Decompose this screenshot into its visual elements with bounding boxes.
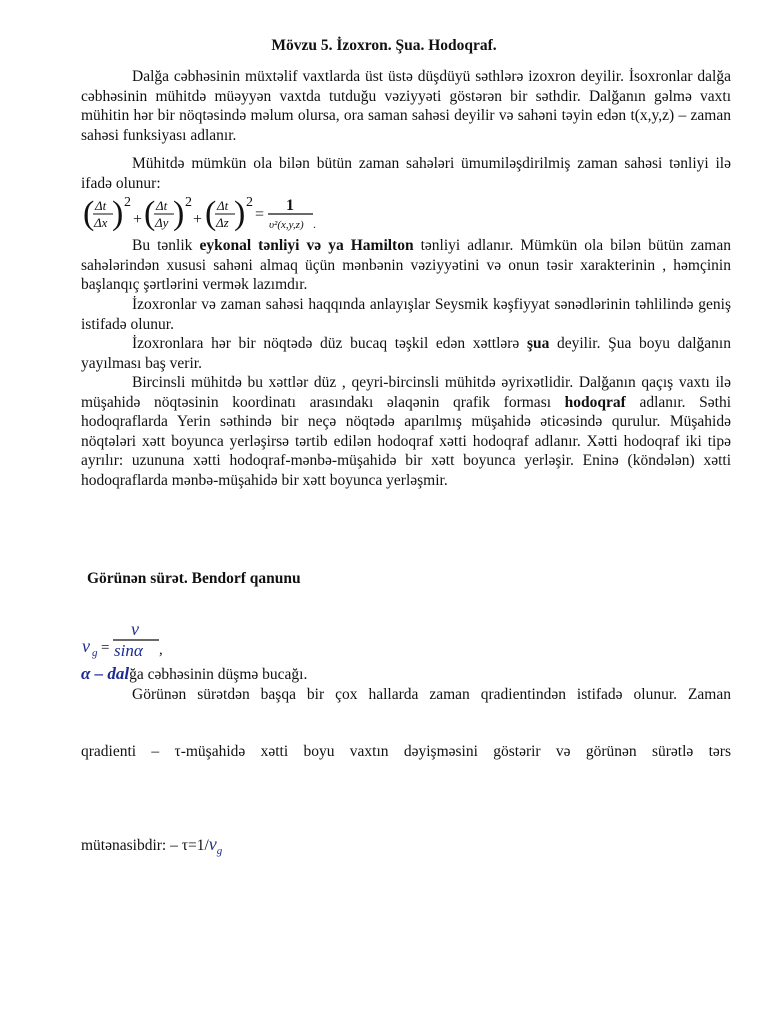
svg-text:(: ( <box>144 195 156 232</box>
svg-text:2: 2 <box>124 195 131 210</box>
formula-numerator: v <box>131 620 139 639</box>
paragraph-text: Mühitdə mümkün ola bilən bütün zaman sahələri ümumiləşdirilmiş zaman sahəsi tənliyi ilə ifadə olunur: <box>81 155 731 192</box>
paragraph-inverse-relation <box>81 835 731 861</box>
paragraph-isochron-definition <box>81 67 731 145</box>
paragraph-hodograph <box>81 373 731 491</box>
apparent-velocity-formula <box>81 620 191 662</box>
svg-text:.: . <box>313 217 316 231</box>
svg-text:,: , <box>159 642 163 658</box>
formula-lhs-v: v <box>82 636 90 656</box>
paragraph-text: Bu tənlik <box>132 237 200 254</box>
svg-text:=: = <box>255 206 265 223</box>
formula-lhs-sub: g <box>92 647 98 659</box>
alpha-definition <box>81 664 731 684</box>
bold-term-ray: şua <box>526 335 550 352</box>
paragraph-text: tənliyi adlanır. Mümkün ola bilən bütün zaman sahələrindən xususi sahəni almaq üçün mənbənin vəziyyətini və onun təsir xarakterinin , həmçinin başlanqıç şərtlərini vermək lazımdır. <box>81 237 731 294</box>
equation-denominator: υ²(x,y,z) <box>269 219 304 231</box>
equation-numerator: 1 <box>286 197 294 214</box>
paragraph-text: deyilir. Şua boyu dalğanın yayılması baş verir. <box>81 335 731 372</box>
svg-text:+: + <box>133 211 143 228</box>
paragraph-text: adlanır. Səthi hodoqraflarda Yerin səthində bir neçə nöqtədə aparılmış müşahidə əticəsində qurulur. Müşahidə nöqtələri xətt boyunca yerləşirsə tərtib edilən hodoqraf xətti hodoqraf adlanır. Xətti hodoqraf iki tipə ayrılır: uzununa xətti hodoqraf-mənbə-müşahidə bir xətt boyunca yerləşir. Eninə (köndələn) xətti hodoqraflarda mənbə-müşahidə bir xətt boyunca yerləşmir. <box>81 393 732 489</box>
svg-text:Δy: Δy <box>155 215 169 230</box>
svg-text:Δt: Δt <box>217 198 229 213</box>
svg-text:(: ( <box>83 195 95 232</box>
svg-text:+: + <box>193 211 203 228</box>
paragraph-text: Bircinsli mühitdə bu xəttlər düz , qeyri-bircinsli mühitdə əyrixətlidir. Dalğanın qaçış vaxtı ilə müşahidə nöqtəsinin koordinatı arasındakı əlaqənin qrafik forması <box>81 374 731 411</box>
svg-text:2: 2 <box>185 195 192 210</box>
paragraph-text: Dalğa cəbhəsinin müxtəlif vaxtlarda üst üstə düşdüyü səthlərə izoxron deyilir. İsoxronlar dalğa cəbhəsinin mühitdə müəyyən vaxtda tutduğu vəziyyəti göstərən bir səthdir. Dalğanın gəlmə vaxtı mühitin hər bir nöqtəsində məlum olursa, ora saman sahəsi deyilir və sahəni təyin edən t(x,y,z) – zaman sahəsi funksiyası adlanır. <box>81 68 731 144</box>
paragraph-text: İzoxronlar və zaman sahəsi haqqında anlayışlar Seysmik kəşfiyyat sənədlərinin təhlilində geniş istifadə olunur. <box>81 296 731 333</box>
svg-text:Δt: Δt <box>95 198 107 213</box>
svg-text:2: 2 <box>246 195 253 210</box>
svg-text:): ) <box>234 195 246 232</box>
velocity-symbol: v <box>208 834 217 854</box>
svg-text:(: ( <box>205 195 217 232</box>
eikonal-equation <box>81 194 321 234</box>
paragraph-gradient-definition <box>81 742 731 761</box>
paragraph-text: İzoxronlara hər bir nöqtədə düz bucaq təşkil edən xəttlərə <box>132 335 527 352</box>
paragraph-gradient-intro <box>81 685 731 704</box>
svg-text:Δt: Δt <box>156 198 168 213</box>
paragraph-ray <box>81 334 731 373</box>
paragraph-text: Görünən sürətdən başqa bir çox hallarda zaman qradientindən istifadə olunur. Zaman <box>132 686 731 703</box>
paragraph-time-field-equation <box>81 154 731 193</box>
section-title: Görünən sürət. Bendorf qanunu <box>87 570 301 587</box>
paragraph-eikonal <box>81 236 731 295</box>
bold-term-hodograph: hodoqraf <box>564 393 626 411</box>
alpha-text: ğa cəbhəsinin düşmə bucağı. <box>129 666 308 683</box>
alpha-symbol: α – dal <box>81 664 130 683</box>
svg-text:Δz: Δz <box>216 215 229 230</box>
svg-text:=: = <box>101 640 110 656</box>
paragraph-text: mütənasibdir: – τ=1/ <box>81 837 209 854</box>
svg-text:): ) <box>112 195 124 232</box>
page-title: Mövzu 5. İzoxron. Şua. Hodoqraf. <box>271 37 497 54</box>
paragraph-text: qradienti – τ-müşahidə xətti boyu vaxtın dəyişməsini göstərir və görünən sürətlə tərs <box>81 743 731 760</box>
formula-denominator: sinα <box>114 641 143 660</box>
svg-text:): ) <box>173 195 185 232</box>
paragraph-seismic <box>81 295 731 334</box>
bold-term-eikonal: eykonal tənliyi və ya Hamilton <box>199 237 414 254</box>
svg-text:Δx: Δx <box>94 215 108 230</box>
velocity-subscript: g <box>216 845 223 858</box>
